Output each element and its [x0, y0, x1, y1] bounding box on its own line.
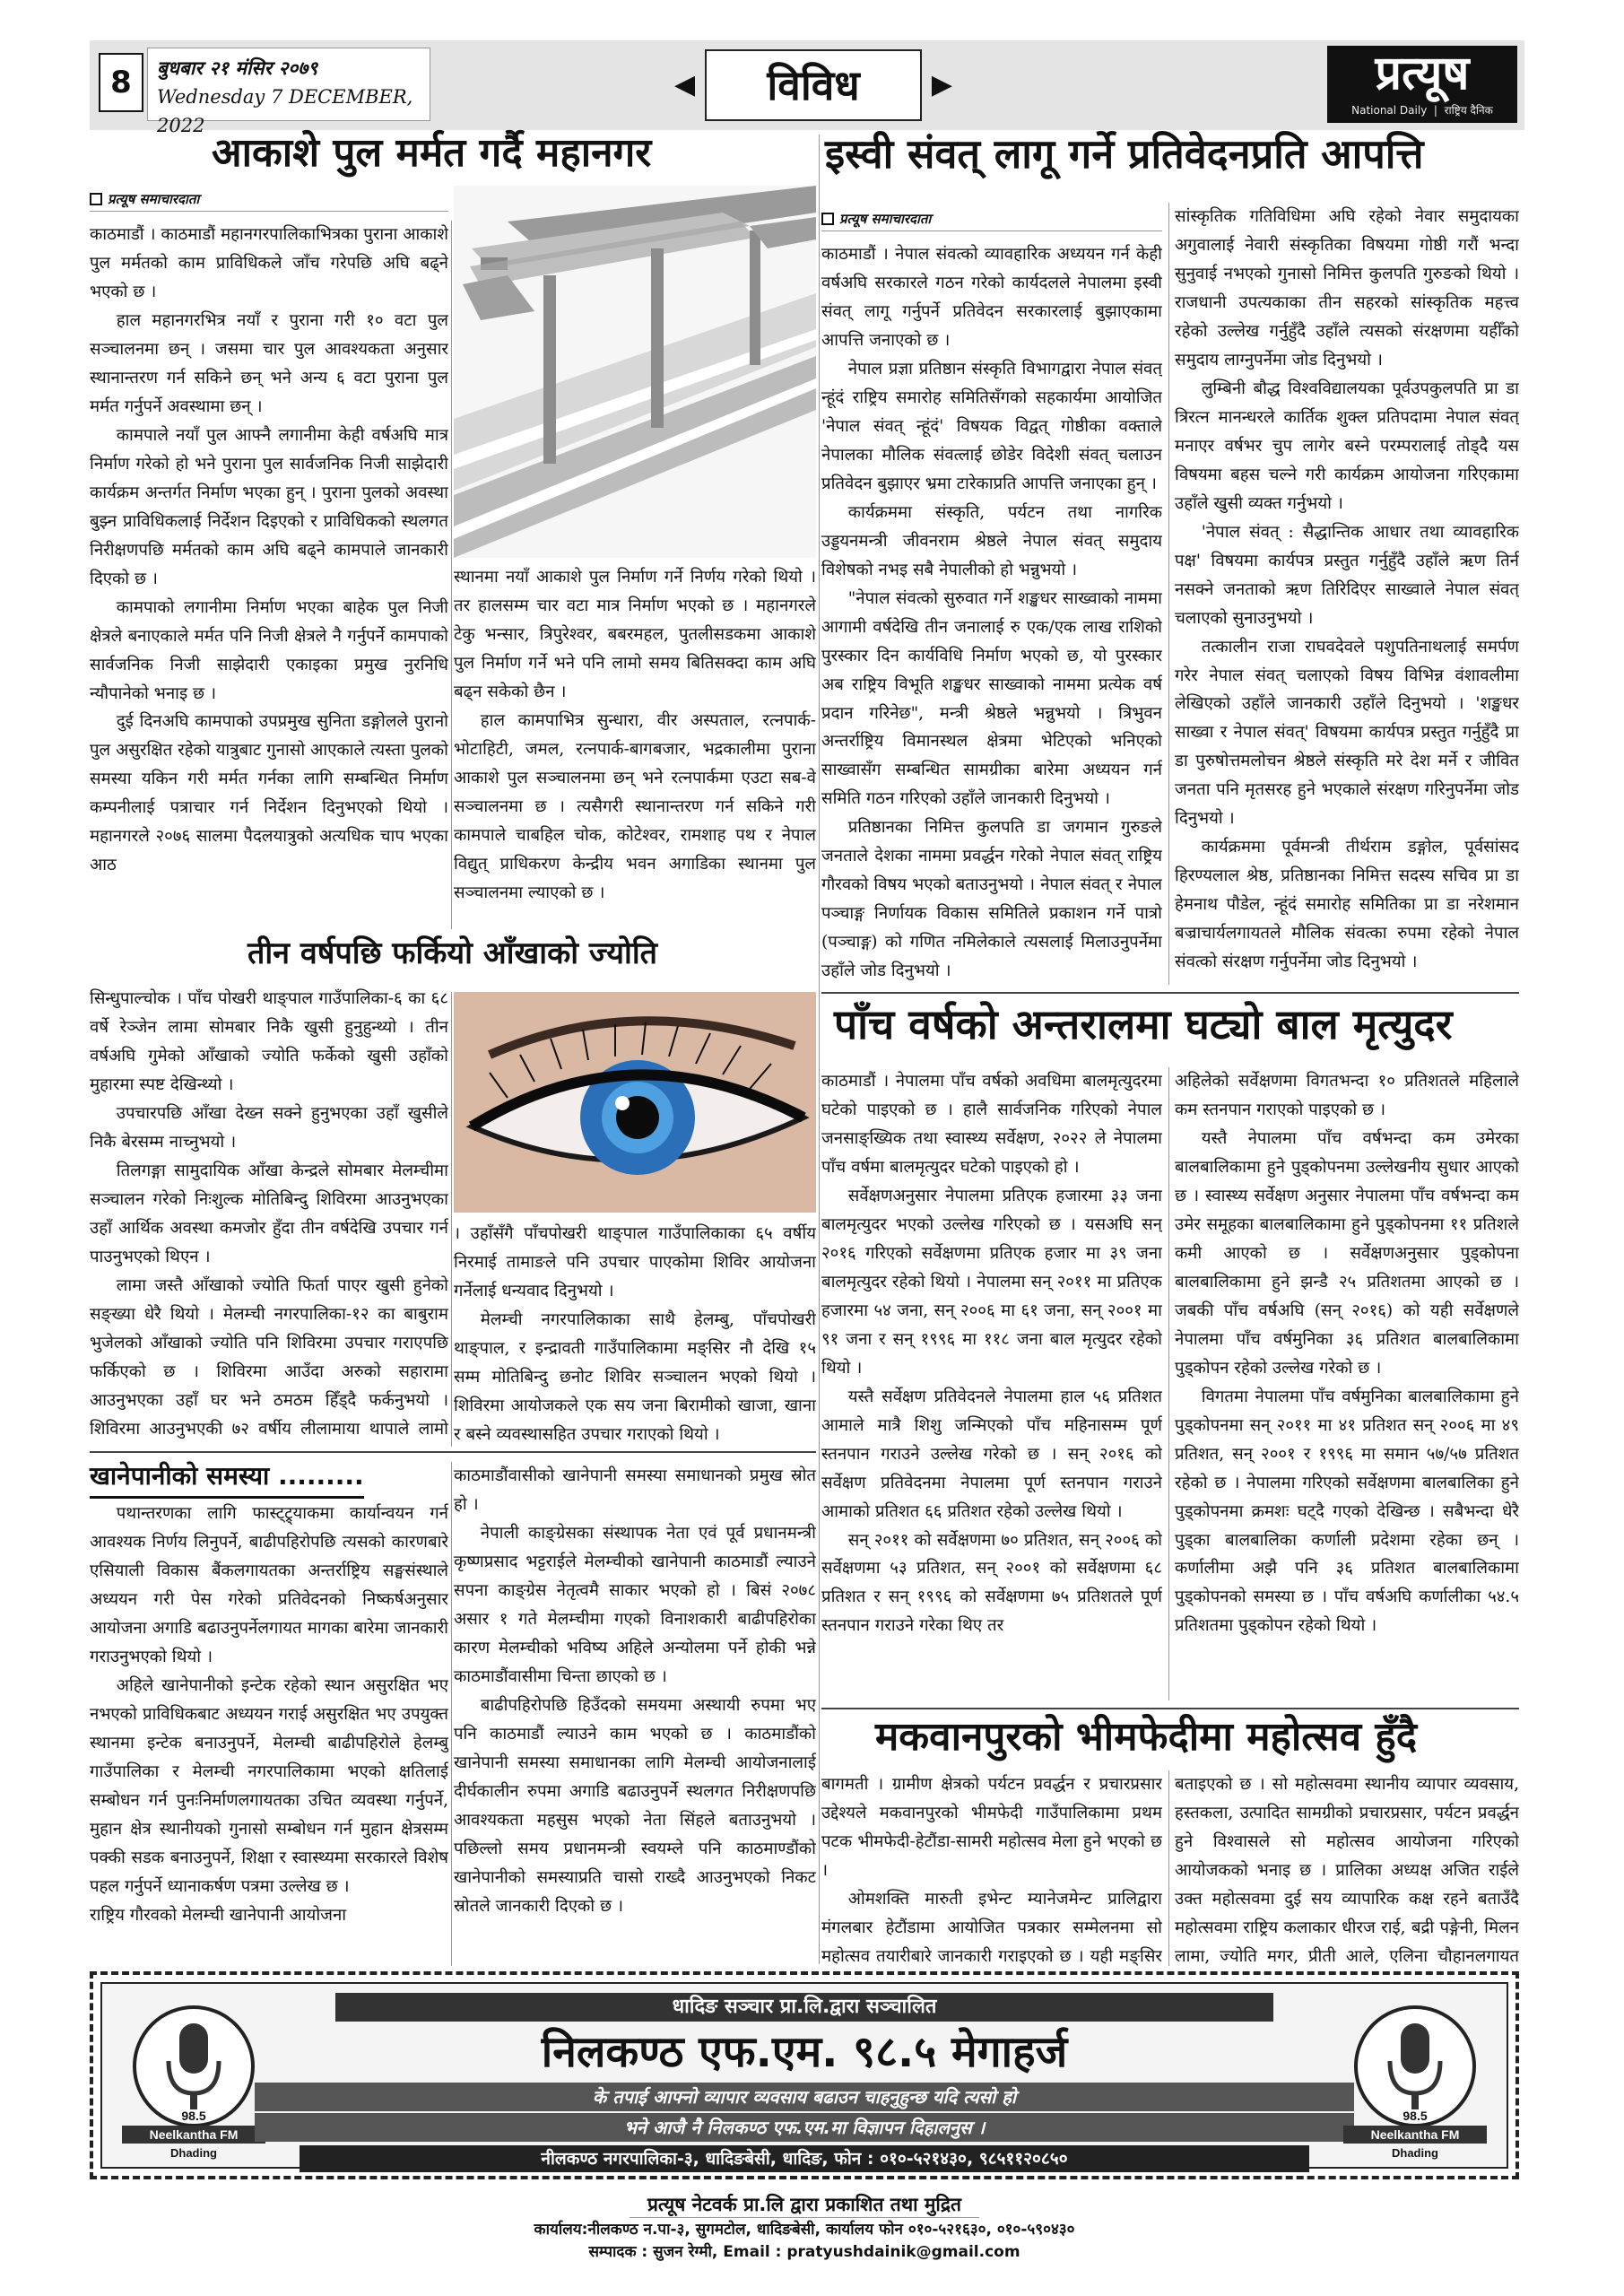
right-arrow-icon: ▶	[931, 69, 952, 100]
paragraph: कामपाले नयाँ पुल आफ्नै लगानीमा केही वर्षअघि मात्र निर्माण गरेको हो भने पुराना पुल सार्वजनिक निजी साझेदारी कार्यक्रम अन्तर्गत निर्माण भएका हुन् । पुराना पुलको अवस्था बुझ्न प्राविधिकलाई निर्देशन दिइएको र प्राविधिकको स्थलगत निरीक्षणपछि मर्मतको काम अघि बढ्ने कामपाले जानकारी दिएको छ ।	[90, 425, 448, 588]
paragraph: यस्तै सर्वेक्षण प्रतिवेदनले नेपालमा हाल ५६ प्रतिशत आमाले मात्रै शिशु जन्मिएको पाँच महिनासम्म पूर्ण स्तनपान गराउने उल्लेख गरेको छ । सन् २०१६ को सर्वेक्षण प्रतिवेदनमा नेपालमा पूर्ण स्तनपान गराउने आमाको प्रतिशत ६६ प्रतिशत रहेको उल्लेख थियो ।	[821, 1387, 1162, 1521]
logo-place-left: Dhading	[170, 2146, 217, 2160]
logo-frequency-right: 98.5	[1403, 2109, 1428, 2123]
page-footer	[90, 2192, 1519, 2266]
paragraph: सिन्धुपाल्चोक । पाँच पोखरी थाङ्पाल गाउँपालिका-६ का ६८ वर्षे रेञ्जेन लामा सोमबार निकै खुसी हुनुहुन्थ्यो । तीन वर्षअघि गुमेको आँखाको ज्योति फर्केको खुसी उहाँको मुहारमा स्पष्ट देखिन्थ्यो ।	[90, 989, 448, 1094]
paragraph: । उहाँसँगै पाँचपोखरी थाङ्पाल गाउँपालिकाका ६५ वर्षीय निरमाई तामाङले पनि उपचार पाएकोमा शिविर आयोजना गर्नेलाई धन्यवाद दिनुभयो ।	[454, 1224, 816, 1300]
publisher-line: प्रत्यूष नेटवर्क प्रा.लि द्वारा प्रकाशित तथा मुद्रित	[630, 2192, 979, 2218]
ad-title: निलकण्ठ एफ.एम. ९८.५ मेगाहर्ज	[541, 2027, 1068, 2077]
paragraph: लुम्बिनी बौद्ध विश्वविद्यालयका पूर्वउपकुलपति प्रा डा त्रिरत्न मानन्धरले कार्तिक शुक्ल प्रतिपदामा नेपाल संवत् मनाएर वर्षभर चुप लागेर बस्ने परम्परालाई तोड्दै यस विषयमा बहस चल्ने गरी कार्यक्रम आयोजना गरिएकामा उहाँले खुसी व्यक्त गर्नुभयो ।	[1175, 378, 1519, 513]
paragraph: कार्यक्रममा पूर्वमन्त्री तीर्थराम डङ्गोल, पूर्वसांसद हिरण्यलाल श्रेष्ठ, प्रतिष्ठानका निमित्त सदस्य सचिव प्रा डा हेमनाथ पौडेल, न्हूंदं समारोह समितिका प्रा डा नरेशमान बज्राचार्यलगायतले मौलिक संवत्का रुपमा रहेको नेपाल संवत्को संरक्षण गर्नुपर्नेमा जोड दिनुभयो ।	[1175, 838, 1519, 972]
logo-frequency-left: 98.5	[181, 2109, 206, 2123]
paragraph: "नेपाल संवत्को सुरुवात गर्ने शङ्खधर साख्वाको नाममा आगामी वर्षदेखि तीन जनालाई रु एक/एक लाख राशिको पुरस्कार दिन कार्यविधि निर्माण भएको छ, यो पुरस्कार अब राष्ट्रिय विभूति शङ्खधर साख्वाको नाममा प्रत्येक वर्ष प्रदान गरिनेछ", मन्त्री श्रेष्ठले भन्नुभयो । त्रिभुवन अन्तर्राष्ट्रिय विमानस्थल क्षेत्रमा भेटिएको भनिएको साख्वासँग सम्बन्धित सामग्रीका बारेमा अध्ययन गर्न समिति गठन गरिएको उहाँले जानकारी दिनुभयो ।	[821, 588, 1162, 809]
date-english: Wednesday 7 DECEMBER, 2022	[157, 86, 413, 136]
water-headline: खानेपानीको समस्या .........	[90, 1458, 364, 1499]
paragraph: हाल महानगरभित्र नयाँ र पुराना गरी १० वटा पुल सञ्चालनमा छन् । जसमा चार पुल आवश्यकता अनुसार स्थानान्तरण गर्न सकिने छन् भने अन्य ६ वटा पुराना पुल मर्मत गर्नुपर्ने अवस्थामा छन् ।	[90, 310, 448, 416]
square-icon	[821, 213, 834, 225]
water-col-1	[90, 1500, 448, 1966]
paragraph: मेलम्ची नगरपालिकाका साथै हेलम्बु, पाँचपोखरी थाङ्पाल, र इन्द्रावती गाउँपालिकामा मङ्सिर नौ देखि १५ सम्म मोतिबिन्दु छनोट शिविर सञ्चालन भएको थियो । शिविरमा आयोजकले एक सय जना बिरामीको खाजा, खाना र बस्ने व्यवस्थासहित उपचार गराएको थियो ।	[454, 1309, 816, 1444]
section-divider	[90, 1451, 816, 1453]
section-title: विविध	[705, 49, 922, 121]
paragraph: तत्कालीन राजा राघवदेवले पशुपतिनाथलाई समर्पण गरेर नेपाल संवत् चलाएको विषय विभिन्न वंशावलीमा लेखिएको उहाँले जानकारी उहाँले दिनुभयो । 'शङ्खधर साख्वा र नेपाल संवत्' विषयमा कार्यपत्र प्रस्तुत गर्नुहुँदै प्रा डा पुरुषोत्तमलोचन श्रेष्ठले संस्कृति मरे देश मर्ने र जीवित जनता पनि मृतसरह हुने भएकाले संरक्षण गरिनुपर्नेमा जोड दिनुभयो ।	[1175, 637, 1519, 829]
eye-photo	[454, 992, 816, 1213]
date-nepali: बुधबार २१ मंसिर २०७९	[157, 57, 318, 79]
paragraph: कामपाको लगानीमा निर्माण भएका बाहेक पुल निजी क्षेत्रले बनाएकाले मर्मत पनि निजी क्षेत्रले नै गर्नुपर्ने कामपाको सार्वजनिक निजी साझेदारी एकाइका प्रमुख नुरनिधि न्यौपानेको भनाइ छ ।	[90, 597, 448, 703]
radio-logo-right	[1343, 2004, 1487, 2165]
samvat-byline	[821, 210, 1162, 231]
paragraph: बाढीपहिरोपछि हिउँदको समयमा अस्थायी रुपमा भए पनि काठमाडौं ल्याउने काम भएको छ । काठमाडौंको खानेपानी समस्या समाधानका लागि मेलम्ची आयोजनालाई दीर्घकालीन रुपमा अगाडि बढाउनुपर्ने स्थलगत निरीक्षणपछि आवश्यकता महसुस भएको नेता सिंहले बताउनुभयो । पछिल्लो समय प्रधानमन्त्री स्वयम्ले पनि काठमाण्डौंको खानेपानीको समस्याप्रति चासो राख्दै आउनुभएको निकट स्रोतले जानकारी दिएको छ ।	[454, 1695, 816, 1916]
logo-name-left: Neelkantha FM	[122, 2126, 265, 2144]
byline-text: प्रत्यूष समाचारदाता	[839, 211, 932, 227]
paragraph: काठमाडौं । काठमाडौं महानगरपालिकाभित्रका पुराना आकाशे पुल मर्मतको काम प्राविधिकले जाँच गरेपछि अघि बढ्ने भएको छ ।	[90, 225, 448, 301]
paragraph: उपचारपछि आँखा देख्न सक्ने हुनुभएका उहाँ खुसीले निकै बेरसम्म नाच्नुभयो ।	[90, 1103, 448, 1152]
child-col-2	[1175, 1067, 1519, 1700]
paragraph: लामा जस्तै आँखाको ज्योति फिर्ता पाएर खुसी हुनेको सङ्ख्या धेरै थियो । मेलम्ची नगरपालिका-१२ का बाबुराम भुजेलको आँखाको ज्योति पनि शिविरमा उपचार गराएपछि फर्किएको छ । शिविरमा आउँदा अरुको सहारामा आउनुभएका उहाँ घर भने ठमठम हिँड्दै फर्कनुभयो । शिविरमा आउनुभएकी ७२ वर्षीय लीलामाया थापाले लामो	[90, 1275, 448, 1439]
paragraph: काठमाडौंवासीको खानेपानी समस्या समाधानको प्रमुख स्रोत हो ।	[454, 1466, 816, 1514]
paragraph: स्थानमा नयाँ आकाशे पुल निर्माण गर्ने निर्णय गरेको थियो । तर हालसम्म चार वटा मात्र निर्माण भएको छ । महानगरले टेकु भन्सार, त्रिपुरेश्वर, बबरमहल, पुतलीसडकमा आकाशे पुल निर्माण गर्ने भने पनि लामो समय बितिसक्दा काम अघि बढ्न सकेको छैन ।	[454, 568, 816, 701]
paragraph: अहिलेको सर्वेक्षणमा विगतभन्दा १० प्रतिशतले महिलाले कम स्तनपान गराएको पाइएको छ ।	[1175, 1072, 1519, 1119]
masthead-subtitle: National Daily | राष्ट्रिय दैनिक	[1351, 104, 1493, 117]
child-col-1	[821, 1067, 1162, 1700]
samvat-headline: इस्वी संवत् लागू गर्ने प्रतिवेदनप्रति आपत्ति	[825, 130, 1424, 178]
bridge-byline	[90, 190, 448, 212]
advertisement-body	[100, 1982, 1508, 2169]
logo-place-right: Dhading	[1392, 2146, 1438, 2160]
child-headline: पाँच वर्षको अन्तरालमा घट्यो बाल मृत्युदर	[834, 1000, 1453, 1048]
paragraph: नेपाली काङ्ग्रेसका संस्थापक नेता एवं पूर्व प्रधानमन्त्री कृष्णप्रसाद भट्टराईले मेलम्चीको खानेपानी काठमाडौं ल्याउने सपना काङ्ग्रेस नेतृत्वमै साकार भएको हो । बिसं २०७८ असार १ गते मेलम्चीमा गएको विनाशकारी बाढीपहिरोका कारण मेलम्चीको भविष्य अहिले अन्योलमा पर्ने होकी भन्ने काठमाडौंवासीमा चिन्ता छाएको छ ।	[454, 1523, 816, 1686]
paragraph: दुई दिनअघि कामपाको उपप्रमुख सुनिता डङ्गोलले पुरानो पुल असुरक्षित रहेको यात्रुबाट गुनासो आएकाले त्यस्ता पुलको समस्या यकिन गरी मर्मत गर्नका लागि सम्बन्धित निर्माण कम्पनीलाई पत्राचार गर्न निर्देशन दिनुभएको थियो । महानगरले २०७६ सालमा पैदलयात्रुको अत्यधिक चाप भएका आठ	[90, 712, 448, 875]
byline-text: प्रत्यूष समाचारदाता	[108, 191, 200, 207]
masthead-logo	[1327, 46, 1517, 123]
column-divider	[1168, 1067, 1169, 1700]
paragraph: बताइएको छ । सो महोत्सवमा स्थानीय व्यापार व्यवसाय, हस्तकला, उत्पादित सामग्रीको प्रचारप्रसार, पर्यटन प्रवर्द्धन हुने विश्वासले सो महोत्सव आयोजना गरिएको आयोजकको भनाइ छ । प्रालिका अध्यक्ष अजित राईले उक्त महोत्सवमा दुई सय व्यापारिक कक्ष रहने बताउँदै महोत्सवमा राष्ट्रिय कलाकार धीरज राई, बद्री पङ्गेनी, मिलन लामा, ज्योति मगर, प्रीती आले, एलिना चौहानलगायत	[1175, 1775, 1519, 1966]
paragraph: अहिले खानेपानीको इन्टेक रहेको स्थान असुरक्षित भए नभएको प्राविधिकबाट अध्ययन गराई असुरक्षित भए उपयुक्त स्थानमा इन्टेक बनाउनुपर्ने, मेलम्ची बाढीपहिरोले हेलम्बु गाउँपालिका र मेलम्ची नगरपालिकामा भएको क्षतिलाई सम्बोधन गर्न पुनःनिर्माणलगायतका उचित व्यवस्था गर्नुपर्ने, मुहान क्षेत्र स्थानीयको गुनासो सम्बोधन गर्न मुहान क्षेत्रसम्म पक्की सडक बनाउनुपर्ने, शिक्षा र स्वास्थ्यमा सरकारले विशेष पहल गर्नुपर्ने ध्यानाकर्षण पत्रमा उल्लेख छ ।	[90, 1675, 448, 1896]
left-arrow-icon: ◀	[674, 69, 696, 100]
paragraph: काठमाडौं । नेपालमा पाँच वर्षको अवधिमा बालमृत्युदरमा घटेको पाइएको छ । हालै सार्वजनिक गरिएको नेपाल जनसाङ्ख्यिक तथा स्वास्थ्य सर्वेक्षण, २०२२ ले नेपालमा पाँच वर्षमा बालमृत्युदर घटेको पाइएको हो ।	[821, 1072, 1162, 1177]
page-header	[90, 40, 1524, 136]
paragraph: विगतमा नेपालमा पाँच वर्षमुनिका बालबालिकामा हुने पुड्कोपनमा सन् २०११ मा ४१ प्रतिशत सन् २००६ मा ४९ प्रतिशत, सन् २००१ र १९९६ मा समान ५७/५७ प्रतिशत रहेको छ । नेपालमा गरिएको सर्वेक्षणमा बालबालिका हुने पुड्कोपनमा क्रमशः घट्दै गएको देखिन्छ । सबैभन्दा धेरै पुड्का बालबालिका कर्णाली प्रदेशमा रहेका छन् । कर्णालीमा अझै पनि ३६ प्रतिशत बालबालिकामा पुड्कोपनको समस्या छ । पाँच वर्षअघि कर्णालीका ५४.५ प्रतिशतमा पुड्कोपन रहेको थियो ।	[1175, 1387, 1519, 1636]
paragraph: यस्तै नेपालमा पाँच वर्षभन्दा कम उमेरका बालबालिकामा हुने पुड्कोपनमा उल्लेखनीय सुधार आएको छ । स्वास्थ्य सर्वेक्षण अनुसार नेपालमा पाँच वर्षभन्दा कम उमेर समूहका बालबालिकामा हुने पुड्कोपनमा ११ प्रतिशले कमी आएको छ । सर्वेक्षणअनुसार पुड्कोपना बालबालिकामा हुने झन्डै २५ प्रतिशतमा आएको छ । जबकी पाँच वर्षअघि (सन् २०१६) को यही सर्वेक्षणले नेपालमा पाँच वर्षमुनिका ३६ प्रतिशत बालबालिकामा पुड्कोपन रहेको उल्लेख गरेको छ ।	[1175, 1128, 1519, 1378]
column-divider	[1168, 1770, 1169, 1966]
paragraph: ओमशक्ति मारुती इभेन्ट म्यानेजमेन्ट प्रालिद्वारा मंगलबार हेटौंडामा आयोजित पत्रकार सम्मेलनमा सो महोत्सव तयारीबारे जानकारी गराइएको छ । यही मङ्सिर	[821, 1889, 1162, 1966]
paragraph: बागमती । ग्रामीण क्षेत्रको पर्यटन प्रवर्द्धन र प्रचारप्रसार उद्देश्यले मकवानपुरको भीमफेदी गाउँपालिकामा प्रथम पटक भीमफेदी-हेटौंडा-सामरी महोत्सव मेला हुने भएको छ ।	[821, 1775, 1162, 1880]
eye-col-2	[454, 1220, 816, 1447]
eye-headline: तीन वर्षपछि फर्कियो आँखाको ज्योति	[248, 935, 658, 971]
bridge-col-2	[454, 563, 816, 929]
bridge-col-1	[90, 221, 448, 929]
column-divider	[451, 1462, 452, 1966]
festival-headline: मकवानपुरको भीमफेदीमा महोत्सव हुँदै	[875, 1714, 1418, 1760]
paragraph: प्रतिष्ठानका निमित्त कुलपति डा जगमान गुरुङले जनताले देशका नाममा प्रवर्द्धन गरेको नेपाल संवत् राष्ट्रिय गौरवको विषय भएको बताउनुभयो । नेपाल संवत् र नेपाल पञ्चाङ्ग निर्णायक विकास समितिले प्रकाशन गर्ने पात्रो (पञ्चाङ्ग) को गणित नमिलेकाले त्यसलाई मिलाउनुपर्नेमा उहाँले जोड दिनुभयो ।	[821, 818, 1162, 981]
section-label-wrap	[674, 49, 952, 121]
paragraph: तिलगङ्गा सामुदायिक आँखा केन्द्रले सोमबार मेलम्चीमा सञ्चालन गरेको निःशुल्क मोतिबिन्दु शिविरमा आउनुभएका उहाँ आर्थिक अवस्था कमजोर हुँदा तीन वर्षदेखि उपचार गर्न पाउनुभएको थिएन ।	[90, 1161, 448, 1266]
eye-col-1	[90, 985, 448, 1447]
paragraph: काठमाडौं । नेपाल संवत्को व्यावहारिक अध्ययन गर्न केही वर्षअघि सरकारले गठन गरेको कार्यदलले नेपालमा इस्वी संवत् लागू गर्नुपर्ने प्रतिवेदन सरकारलाई बुझाएकामा आपत्ति जनाएको छ ।	[821, 245, 1162, 350]
column-divider	[1168, 203, 1169, 985]
bridge-headline: आकाशे पुल मर्मत गर्दै महानगर	[212, 130, 652, 176]
paragraph: राष्ट्रिय गौरवको मेलम्ची खानेपानी आयोजना	[90, 1905, 347, 1925]
ad-operator-line: धादिङ सञ्चार प्रा.लि.द्वारा सञ्चालित	[335, 1993, 1273, 2022]
skywalk-photo	[454, 186, 816, 558]
editor-contact: सम्पादक : सुजन रेग्मी, Email : pratyushdainik@gmail.com	[588, 2243, 1020, 2261]
paragraph: सांस्कृतिक गतिविधिमा अघि रहेको नेवार समुदायका अगुवालाई नेवारी संस्कृतिका विषयमा गोष्ठी गरौं भन्दा सुनुवाई नभएको गुनासो निमित्त कुलपति गुरुङको थियो । राजधानी उपत्यकाका तीन सहरको सांस्कृतिक महत्त्व रहेको उल्लेख गर्नुहुँदै उहाँले त्यसको संरक्षणमा यहीँको समुदाय लाग्नुपर्नेमा जोड दिनुभयो ।	[1175, 207, 1519, 370]
date-box	[147, 48, 430, 136]
column-divider	[451, 221, 452, 929]
samvat-col-2	[1175, 203, 1519, 985]
masthead-sub-right: राष्ट्रिय दैनिक	[1444, 104, 1493, 117]
water-col-2	[454, 1462, 816, 1966]
masthead-title: प्रत्यूष	[1375, 47, 1470, 100]
ad-contact-line: नीलकण्ठ नगरपालिका-३, धादिङबेसी, धादिङ, फोन : ०१०-५२१४३०, ९८५११२०८५०	[300, 2145, 1309, 2172]
ad-tagline-2: भने आजै नै निलकण्ठ एफ.एम.मा विज्ञापन दिहालनुस ।	[255, 2113, 1354, 2142]
page-number: 8	[99, 53, 143, 112]
section-divider	[821, 1708, 1519, 1709]
samvat-col-1	[821, 240, 1162, 985]
ad-tagline-1: के तपाई आफ्नो व्यापार व्यवसाय बढाउन चाहनुहुन्छ यदि त्यसो हो	[255, 2083, 1354, 2111]
section-divider	[821, 992, 1519, 994]
festival-col-2	[1175, 1770, 1519, 1966]
logo-name-right: Neelkantha FM	[1343, 2126, 1487, 2144]
paragraph: सन् २०११ को सर्वेक्षणमा ७० प्रतिशत, सन् २००६ को सर्वेक्षणमा ५३ प्रतिशत, सन् २००१ को सर्वेक्षणमा ६८ प्रतिशत र सन् १९९६ को सर्वेक्षणमा ७५ प्रतिशतले पूर्ण स्तनपान गराउने गरेका थिए तर	[821, 1530, 1162, 1636]
office-address: कार्यालय:नीलकण्ठ न.पा-३, सुगमटोल, धादिङबेसी, कार्यालय फोन ०१०-५२१६३०, ०१०-५९०४३०	[534, 2221, 1075, 2239]
radio-logo-left	[122, 2004, 265, 2165]
paragraph: नेपाल प्रज्ञा प्रतिष्ठान संस्कृति विभागद्वारा नेपाल संवत् न्हूंदं राष्ट्रिय समारोह समितिसँगको सहकार्यमा आयोजित 'नेपाल संवत् न्हूंदं' विषयक विद्वत् गोष्ठीका वक्ताले नेपालका मौलिक संवत्लाई छोडेर विदेशी संवत् चलाउन प्रतिवेदन बुझाएर भ्रमा टारेकाप्रति आपत्ति जनाएका हुन् ।	[821, 359, 1162, 493]
fm-advertisement	[90, 1971, 1519, 2179]
main-column-divider	[819, 135, 820, 1964]
microphone-icon	[122, 2004, 265, 2129]
paragraph: 'नेपाल संवत् : सैद्धान्तिक आधार तथा व्यावहारिक पक्ष' विषयमा कार्यपत्र प्रस्तुत गर्नुहुँदै उहाँले ऋण तिर्न नसक्ने जनताको ऋण तिरिदिएर साख्वाले नेपाल संवत् चलाएको सुनाउनुभयो ।	[1175, 522, 1519, 628]
microphone-icon	[1343, 2004, 1487, 2129]
paragraph: पथान्तरणका लागि फास्ट्ट्र्याकमा कार्यान्वयन गर्न आवश्यक निर्णय लिनुपर्ने, बाढीपहिरोपछि त्यसको कारणबारे एसियाली विकास बैंकलगायतका अन्तर्राष्ट्रिय सङ्घसंस्थाले अध्ययन गरी पेस गरेको प्रतिवेदनको निष्कर्षअनुसार आयोजना अगाडि बढाउनुपर्नेलगायत मागका बारेमा जानकारी गराउनुभएको थियो ।	[90, 1504, 448, 1666]
paragraph: सर्वेक्षणअनुसार नेपालमा प्रतिएक हजारमा ३३ जना बालमृत्युदर भएको उल्लेख गरिएको छ । यसअघि सन् २०१६ गरिएको सर्वेक्षणमा प्रतिएक हजार मा ३९ जना बालमृत्युदर रहेको थियो । नेपालमा सन् २०११ मा प्रतिएक हजारमा ५४ जना, सन् २००६ मा ६१ जना, सन् २००१ मा ९१ जना र सन् १९९६ मा ११८ जना बाल मृत्युदर रहेको थियो ।	[821, 1186, 1162, 1378]
festival-col-1	[821, 1770, 1162, 1966]
masthead-sub-left: National Daily	[1351, 104, 1428, 117]
column-divider	[451, 992, 452, 1447]
square-icon	[90, 193, 102, 205]
paragraph: हाल कामपाभित्र सुन्धारा, वीर अस्पताल, रत्नपार्क-भोटाहिटी, जमल, रत्नपार्क-बागबजार, भद्रकालीमा पुराना आकाशे पुल सञ्चालनमा छन् भने रत्नपार्कमा एउटा सब-वे सञ्चालनमा छ । त्यसैगरी स्थानान्तरण गर्न सकिने गरी कामपाले चाबहिल चोक, कोटेश्वर, रामशाह पथ र नेपाल विद्युत् प्राधिकरण केन्द्रीय भवन अगाडिका स्थानमा पुल सञ्चालनमा ल्याएको छ ।	[454, 710, 816, 902]
paragraph: कार्यक्रममा संस्कृति, पर्यटन तथा नागरिक उड्डयनमन्त्री जीवनराम श्रेष्ठले नेपाल संवत् समुदाय विशेषको नभइ सबै नेपालीको हो भन्नुभयो ।	[821, 502, 1162, 579]
